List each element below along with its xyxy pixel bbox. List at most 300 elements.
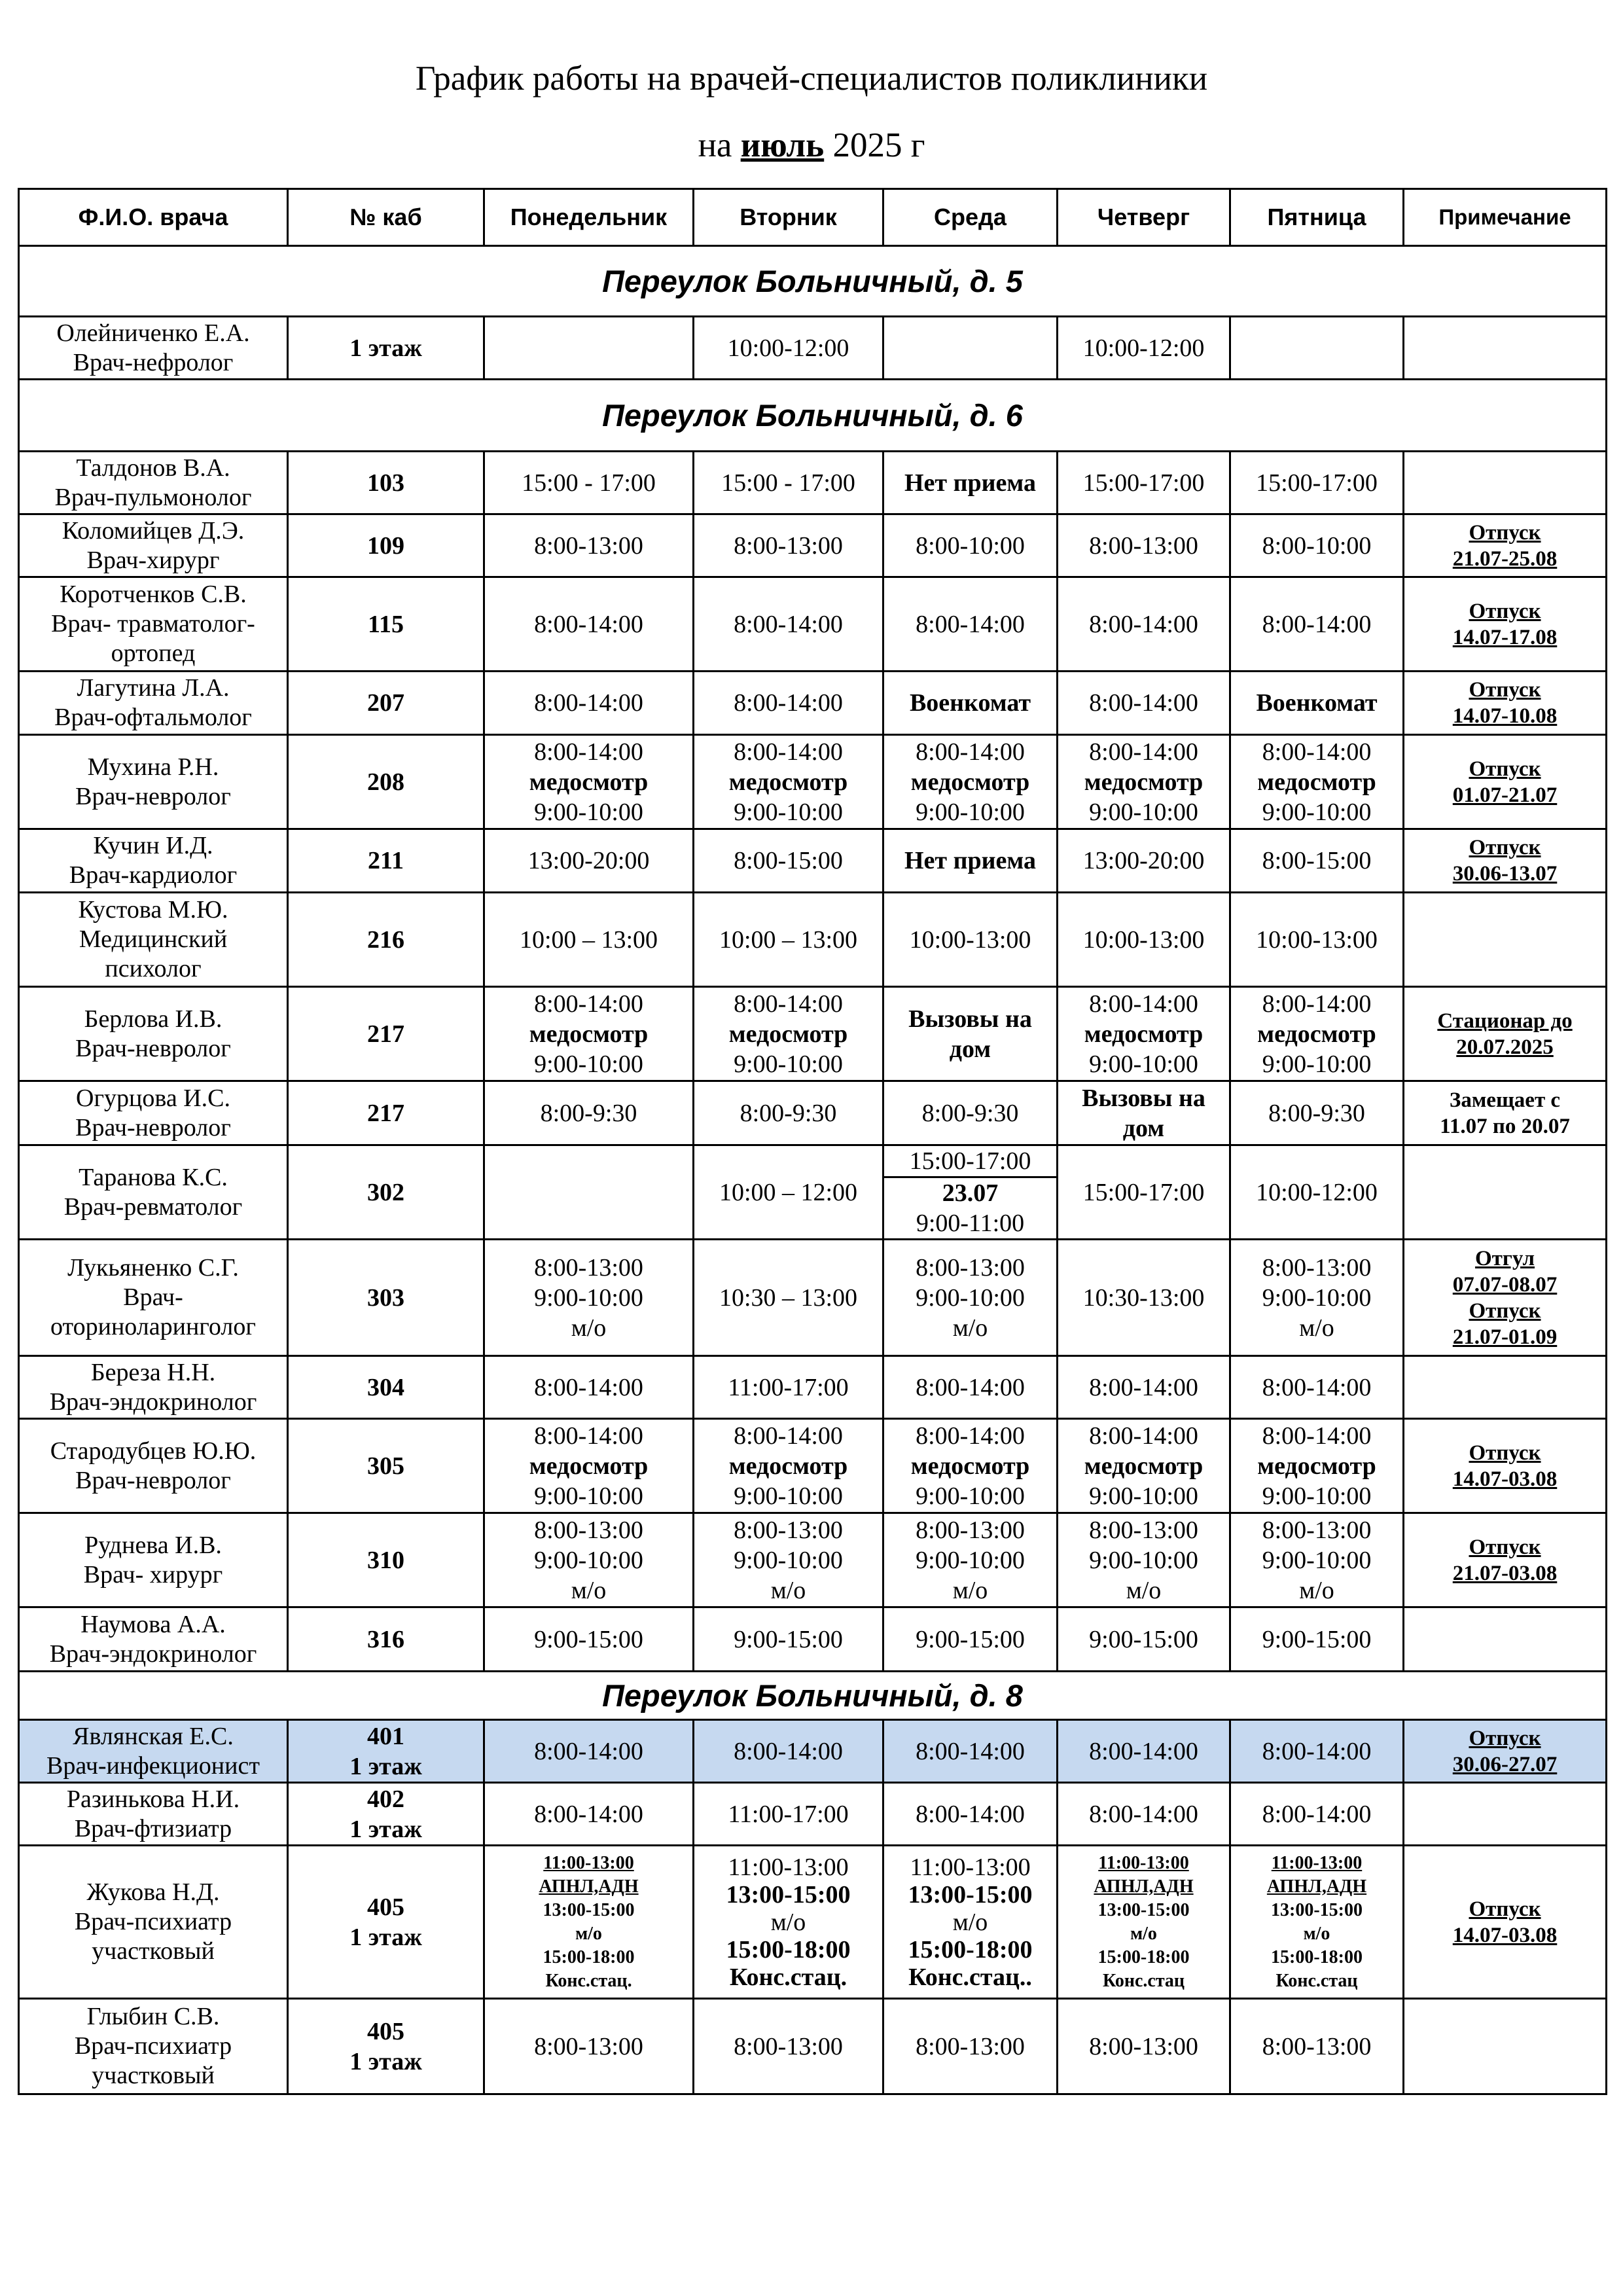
specialty-line: Врач-офтальмолог <box>54 704 252 731</box>
wednesday-cell: 8:00-13:00 <box>883 1999 1058 2094</box>
time-line: 11:00-13:00 <box>543 1852 634 1873</box>
friday-cell: 8:00-14:00 <box>1230 577 1404 672</box>
monday-cell: 8:00-13:00 <box>484 1999 694 2094</box>
specialty-line: участковый <box>92 1937 215 1965</box>
checkup-label: медосмотр <box>728 1020 848 1048</box>
note-line: Отпуск <box>1469 1897 1541 1921</box>
specialty-line: Врач-невролог <box>75 1034 231 1062</box>
note-line: Отпуск <box>1469 678 1541 702</box>
time-line: 8:00-13:00 <box>1089 1516 1198 1544</box>
monday-cell: 9:00-15:00 <box>484 1607 694 1672</box>
page-subtitle <box>0 124 1623 166</box>
friday-cell <box>1230 735 1404 829</box>
name-line: Мухина Р.Н. <box>87 753 219 781</box>
friday-cell: 10:00-12:00 <box>1230 1145 1404 1240</box>
tuesday-cell: 8:00-9:30 <box>694 1081 883 1145</box>
note-line: Отпуск <box>1469 1441 1541 1465</box>
time-line: 9:00-11:00 <box>916 1210 1025 1237</box>
note-cell <box>1404 735 1607 829</box>
checkup-label: медосмотр <box>1257 1020 1376 1048</box>
note-cell <box>1404 1999 1607 2094</box>
doctor-name <box>19 1783 288 1846</box>
note-cell <box>1404 1240 1607 1356</box>
specialty-line: Врач-кардиолог <box>69 861 238 889</box>
checkup-label: медосмотр <box>910 1452 1030 1480</box>
name-line: Коломийцев Д.Э. <box>62 516 245 545</box>
time-line: 15:00-18:00 <box>1271 1946 1363 1967</box>
checkup-label: медосмотр <box>728 768 848 796</box>
section-row <box>19 246 1607 317</box>
floor-label: 1 этаж <box>349 1815 422 1843</box>
name-line: Наумова А.А. <box>80 1610 226 1638</box>
service-line: Конс.стац <box>1102 1970 1185 1991</box>
time-line: 8:00-14:00 <box>1089 990 1198 1018</box>
note-cell <box>1404 1081 1607 1145</box>
room-cell: 303 <box>288 1240 484 1356</box>
doctor-name <box>19 514 288 577</box>
time-line: 9:00-10:00 <box>734 1050 843 1078</box>
checkup-abbr: м/о <box>1130 1923 1157 1944</box>
specialty-line: Врач-невролог <box>75 1466 231 1494</box>
note-line: Отгул <box>1474 1246 1535 1270</box>
note-line: Отпуск <box>1469 599 1541 623</box>
time-line: 8:00-13:00 <box>916 1253 1025 1282</box>
tuesday-cell: 10:00 – 12:00 <box>694 1145 883 1240</box>
note-line: 21.07-01.09 <box>1452 1325 1558 1349</box>
wednesday-cell: 8:00-14:00 <box>883 1356 1058 1419</box>
friday-cell: 8:00-15:00 <box>1230 829 1404 893</box>
table-row <box>19 577 1607 672</box>
friday-cell <box>1230 1846 1404 1999</box>
note-line: 11.07 по 20.07 <box>1440 1114 1570 1138</box>
tuesday-cell <box>694 987 883 1081</box>
time-line: 11:00-13:00 <box>910 1853 1031 1881</box>
header-note: Примечание <box>1404 189 1607 246</box>
checkup-label: медосмотр <box>529 1452 649 1480</box>
time-line: 11:00-13:00 <box>1271 1852 1363 1873</box>
service-line: Конс.стац.. <box>908 1963 1032 1991</box>
time-line: 8:00-13:00 <box>534 1516 643 1544</box>
time-line: 15:00-18:00 <box>543 1946 635 1967</box>
monday-cell <box>484 1419 694 1513</box>
table-row <box>19 1999 1607 2094</box>
time-line: 9:00-10:00 <box>734 1482 843 1510</box>
time-line: 8:00-14:00 <box>916 738 1025 766</box>
thursday-cell: 8:00-14:00 <box>1058 1783 1230 1846</box>
monday-cell: 8:00-9:30 <box>484 1081 694 1145</box>
friday-cell: 8:00-13:00 <box>1230 1999 1404 2094</box>
wednesday-cell: 9:00-15:00 <box>883 1607 1058 1672</box>
room-cell: 115 <box>288 577 484 672</box>
time-line: 13:00-15:00 <box>1097 1899 1190 1920</box>
name-line: Берлова И.В. <box>84 1005 223 1033</box>
wednesday-cell: 8:00-14:00 <box>883 1720 1058 1783</box>
note-cell <box>1404 1419 1607 1513</box>
note-cell <box>1404 1783 1607 1846</box>
time-line: 9:00-10:00 <box>1089 1050 1198 1078</box>
specialty-line: Врач-инфекционист <box>46 1751 260 1780</box>
doctor-name <box>19 1720 288 1783</box>
wednesday-cell: 8:00-10:00 <box>883 514 1058 577</box>
doctor-name <box>19 1240 288 1356</box>
note-line: Стационар до <box>1437 1009 1573 1033</box>
specialty-line: психолог <box>105 955 202 982</box>
doctor-name <box>19 1419 288 1513</box>
table-row <box>19 1783 1607 1846</box>
friday-cell <box>1230 317 1404 380</box>
specialty-line: Врач-невролог <box>75 1113 231 1141</box>
tuesday-cell: 11:00-17:00 <box>694 1783 883 1846</box>
name-line: Береза Н.Н. <box>90 1358 216 1386</box>
doctor-name <box>19 1081 288 1145</box>
service-line: АПНЛ,АДН <box>1094 1876 1194 1897</box>
time-line: 8:00-14:00 <box>534 738 643 766</box>
service-line: Конс.стац. <box>545 1970 632 1991</box>
note-line: Отпуск <box>1469 1535 1541 1559</box>
checkup-abbr: м/о <box>571 1576 607 1604</box>
section-row <box>19 1672 1607 1720</box>
table-row <box>19 514 1607 577</box>
time-line: 8:00-14:00 <box>1089 738 1198 766</box>
schedule-table <box>18 188 1607 2095</box>
time-line: 15:00-18:00 <box>726 1935 851 1964</box>
time-line: 8:00-14:00 <box>734 1422 843 1450</box>
time-line: 8:00-14:00 <box>1262 990 1372 1018</box>
thursday-cell: 10:00-13:00 <box>1058 893 1230 987</box>
room-cell: 305 <box>288 1419 484 1513</box>
checkup-abbr: м/о <box>1299 1314 1334 1342</box>
table-row <box>19 987 1607 1081</box>
specialty-line: Врач-ревматолог <box>63 1193 243 1221</box>
room-cell: 211 <box>288 829 484 893</box>
section-title: Переулок Больничный, д. 8 <box>19 1672 1607 1720</box>
thursday-cell: 8:00-14:00 <box>1058 1356 1230 1419</box>
header-name: Ф.И.О. врача <box>19 189 288 246</box>
monday-cell: 15:00 - 17:00 <box>484 452 694 514</box>
time-line: 9:00-10:00 <box>1089 1482 1198 1510</box>
floor-label: 1 этаж <box>349 1752 422 1780</box>
checkup-abbr: м/о <box>1299 1576 1334 1604</box>
tuesday-cell: 8:00-14:00 <box>694 672 883 735</box>
service-line: АПНЛ,АДН <box>539 1876 639 1897</box>
room-number: 401 <box>367 1722 404 1750</box>
monday-cell: 8:00-14:00 <box>484 1356 694 1419</box>
friday-cell: 8:00-14:00 <box>1230 1783 1404 1846</box>
checkup-abbr: м/о <box>952 1314 988 1342</box>
wednesday-cell <box>883 1419 1058 1513</box>
table-row <box>19 893 1607 987</box>
name-line: Кустова М.Ю. <box>78 896 228 924</box>
room-cell <box>288 1999 484 2094</box>
time-line: 8:00-13:00 <box>1262 1516 1372 1544</box>
thursday-cell <box>1058 1513 1230 1607</box>
time-line: 9:00-10:00 <box>534 1482 643 1510</box>
table-row <box>19 1356 1607 1419</box>
monday-cell: 8:00-14:00 <box>484 672 694 735</box>
specialty-line: ортопед <box>111 639 196 667</box>
thursday-cell <box>1058 987 1230 1081</box>
tuesday-cell: 8:00-13:00 <box>694 1999 883 2094</box>
thursday-cell <box>1058 735 1230 829</box>
header-tuesday: Вторник <box>694 189 883 246</box>
name-line: Талдонов В.А. <box>76 454 230 482</box>
room-cell <box>288 1720 484 1783</box>
friday-cell: 8:00-9:30 <box>1230 1081 1404 1145</box>
monday-cell <box>484 317 694 380</box>
table-row <box>19 1419 1607 1513</box>
note-line: Отпуск <box>1469 836 1541 859</box>
floor-label: 1 этаж <box>349 1923 422 1951</box>
section-title: Переулок Больничный, д. 5 <box>19 246 1607 317</box>
friday-cell: 9:00-15:00 <box>1230 1607 1404 1672</box>
doctor-name <box>19 829 288 893</box>
date-line: 23.07 <box>942 1179 999 1207</box>
doctor-name <box>19 1846 288 1999</box>
time-line: 8:00-14:00 <box>734 990 843 1018</box>
tuesday-cell <box>694 1513 883 1607</box>
time-line: 8:00-13:00 <box>534 1253 643 1282</box>
room-number: 405 <box>367 2017 404 2045</box>
table-row <box>19 735 1607 829</box>
time-line: 9:00-10:00 <box>1262 1283 1372 1312</box>
time-line: 9:00-10:00 <box>534 1050 643 1078</box>
note-cell <box>1404 829 1607 893</box>
room-cell <box>288 1846 484 1999</box>
wednesday-cell: Нет приема <box>883 829 1058 893</box>
thursday-cell <box>1058 1419 1230 1513</box>
note-line: 21.07-03.08 <box>1452 1561 1558 1585</box>
tuesday-cell <box>694 1419 883 1513</box>
header-monday: Понедельник <box>484 189 694 246</box>
checkup-abbr: м/о <box>770 1576 806 1604</box>
wednesday-cell: 8:00-9:30 <box>883 1081 1058 1145</box>
wednesday-cell <box>883 1240 1058 1356</box>
doctor-name <box>19 577 288 672</box>
table-row <box>19 672 1607 735</box>
thursday-cell: 15:00-17:00 <box>1058 452 1230 514</box>
checkup-label: медосмотр <box>529 1020 649 1048</box>
monday-cell <box>484 1513 694 1607</box>
room-cell: 208 <box>288 735 484 829</box>
wednesday-cell <box>883 1846 1058 1999</box>
time-line: 9:00-10:00 <box>916 1283 1025 1312</box>
note-line: 14.07-03.08 <box>1452 1923 1558 1947</box>
table-row <box>19 1081 1607 1145</box>
time-line: 9:00-10:00 <box>534 798 643 826</box>
section-title: Переулок Больничный, д. 6 <box>19 380 1607 452</box>
room-cell: 217 <box>288 1081 484 1145</box>
title-suffix: 2025 г <box>832 126 925 164</box>
time-line: 13:00-15:00 <box>726 1880 851 1909</box>
note-line: 21.07-25.08 <box>1452 547 1558 571</box>
name-line: Лукьяненко С.Г. <box>67 1254 239 1282</box>
tuesday-cell: 15:00 - 17:00 <box>694 452 883 514</box>
room-cell: 316 <box>288 1607 484 1672</box>
name-line: Являнская Е.С. <box>73 1722 234 1750</box>
time-line: 8:00-14:00 <box>534 990 643 1018</box>
header-thursday: Четверг <box>1058 189 1230 246</box>
specialty-line: Врач- <box>123 1283 183 1311</box>
time-line: 9:00-10:00 <box>534 1546 643 1574</box>
friday-cell <box>1230 987 1404 1081</box>
note-cell <box>1404 893 1607 987</box>
thursday-cell: 8:00-14:00 <box>1058 577 1230 672</box>
monday-cell: 13:00-20:00 <box>484 829 694 893</box>
thursday-cell: 13:00-20:00 <box>1058 829 1230 893</box>
header-friday: Пятница <box>1230 189 1404 246</box>
table-row <box>19 317 1607 380</box>
monday-cell: 10:00 – 13:00 <box>484 893 694 987</box>
table-row <box>19 1145 1607 1240</box>
room-cell: 109 <box>288 514 484 577</box>
wednesday-cell: Военкомат <box>883 672 1058 735</box>
time-line: 9:00-10:00 <box>916 1546 1025 1574</box>
wednesday-cell <box>883 1145 1058 1240</box>
checkup-label: медосмотр <box>1084 768 1204 796</box>
name-line: Жукова Н.Д. <box>86 1878 220 1906</box>
friday-cell: 8:00-10:00 <box>1230 514 1404 577</box>
time-line: 15:00-18:00 <box>908 1935 1033 1964</box>
time-line: 15:00-18:00 <box>1097 1946 1190 1967</box>
doctor-name <box>19 1999 288 2094</box>
time-line: 8:00-14:00 <box>1262 1422 1372 1450</box>
specialty-line: Врач- травматолог- <box>51 610 255 637</box>
section-row <box>19 380 1607 452</box>
time-line: 15:00-17:00 <box>884 1146 1056 1178</box>
name-line: Коротченков С.В. <box>60 581 247 608</box>
home-visit-line: Вызовы на <box>1082 1084 1205 1112</box>
service-line: Конс.стац. <box>729 1963 847 1991</box>
name-line: Огурцова И.С. <box>76 1084 230 1112</box>
checkup-abbr: м/о <box>575 1923 602 1944</box>
room-cell: 310 <box>288 1513 484 1607</box>
floor-label: 1 этаж <box>349 2047 422 2075</box>
specialty-line: Врач-психиатр <box>74 1908 232 1935</box>
tuesday-cell: 8:00-14:00 <box>694 577 883 672</box>
note-cell <box>1404 317 1607 380</box>
wednesday-cell: 8:00-14:00 <box>883 577 1058 672</box>
tuesday-cell: 8:00-14:00 <box>694 1720 883 1783</box>
thursday-cell: 10:30-13:00 <box>1058 1240 1230 1356</box>
room-cell: 1 этаж <box>288 317 484 380</box>
checkup-label: медосмотр <box>529 768 649 796</box>
doctor-name <box>19 1607 288 1672</box>
doctor-name <box>19 893 288 987</box>
service-line: Конс.стац <box>1275 1970 1358 1991</box>
time-line: 9:00-10:00 <box>734 1546 843 1574</box>
note-cell <box>1404 1145 1607 1240</box>
note-line: Замещает с <box>1449 1088 1561 1112</box>
monday-cell: 8:00-14:00 <box>484 577 694 672</box>
note-cell <box>1404 452 1607 514</box>
time-line: 9:00-10:00 <box>734 798 843 826</box>
specialty-line: Врач-пульмонолог <box>54 483 252 511</box>
note-cell <box>1404 1607 1607 1672</box>
page-title: График работы на врачей-специалистов поликлиники <box>415 60 1208 98</box>
specialty-line: оториноларинголог <box>50 1313 256 1340</box>
wednesday-cell <box>883 317 1058 380</box>
checkup-abbr: м/о <box>1303 1923 1330 1944</box>
time-line: 8:00-13:00 <box>916 1516 1025 1544</box>
doctor-name <box>19 1513 288 1607</box>
time-line: 9:00-10:00 <box>1262 1546 1372 1574</box>
thursday-cell: 8:00-14:00 <box>1058 672 1230 735</box>
room-cell: 302 <box>288 1145 484 1240</box>
specialty-line: Врач-невролог <box>75 782 231 810</box>
table-row <box>19 1720 1607 1783</box>
friday-cell: 15:00-17:00 <box>1230 452 1404 514</box>
room-cell: 103 <box>288 452 484 514</box>
specialty-line: Медицинский <box>79 925 228 953</box>
note-line: 20.07.2025 <box>1456 1035 1554 1059</box>
note-cell <box>1404 1513 1607 1607</box>
monday-cell: 8:00-13:00 <box>484 514 694 577</box>
note-line: Отпуск <box>1469 1299 1541 1323</box>
tuesday-cell <box>694 1846 883 1999</box>
home-visit-line: дом <box>1122 1114 1165 1142</box>
friday-cell <box>1230 1419 1404 1513</box>
home-visit-line: дом <box>949 1035 991 1063</box>
checkup-abbr: м/о <box>952 1908 988 1936</box>
time-line: 8:00-14:00 <box>534 1422 643 1450</box>
tuesday-cell: 10:00-12:00 <box>694 317 883 380</box>
name-line: Руднева И.В. <box>84 1531 222 1559</box>
thursday-cell: 15:00-17:00 <box>1058 1145 1230 1240</box>
room-cell: 304 <box>288 1356 484 1419</box>
wednesday-cell <box>883 1513 1058 1607</box>
note-cell <box>1404 577 1607 672</box>
time-line: 13:00-15:00 <box>1271 1899 1363 1920</box>
friday-cell <box>1230 1240 1404 1356</box>
time-line: 9:00-10:00 <box>1089 1546 1198 1574</box>
room-cell: 217 <box>288 987 484 1081</box>
checkup-label: медосмотр <box>910 768 1030 796</box>
time-line: 9:00-10:00 <box>1262 1482 1372 1510</box>
table-row <box>19 452 1607 514</box>
name-line: Глыбин С.В. <box>86 2003 220 2030</box>
header-row <box>19 189 1607 246</box>
tuesday-cell <box>694 735 883 829</box>
wednesday-cell <box>883 987 1058 1081</box>
time-line: 13:00-15:00 <box>543 1899 635 1920</box>
specialty-line: Врач-психиатр <box>74 2032 232 2060</box>
doctor-name <box>19 672 288 735</box>
monday-cell <box>484 1240 694 1356</box>
time-line: 9:00-10:00 <box>1262 1050 1372 1078</box>
checkup-abbr: м/о <box>1126 1576 1162 1604</box>
name-line: Таранова К.С. <box>79 1163 228 1191</box>
name-line: Олейниченко Е.А. <box>56 319 250 347</box>
time-line: 8:00-13:00 <box>1262 1253 1372 1282</box>
note-cell <box>1404 1720 1607 1783</box>
name-line: Кучин И.Д. <box>93 832 213 859</box>
title-prefix: на <box>698 126 732 164</box>
room-cell <box>288 1783 484 1846</box>
doctor-name <box>19 735 288 829</box>
note-cell <box>1404 514 1607 577</box>
room-number: 405 <box>367 1893 404 1921</box>
note-line: 07.07-08.07 <box>1452 1272 1558 1297</box>
monday-cell <box>484 1846 694 1999</box>
specialty-line: Врач-эндокринолог <box>49 1640 257 1668</box>
table-row <box>19 1513 1607 1607</box>
tuesday-cell: 11:00-17:00 <box>694 1356 883 1419</box>
wednesday-cell <box>883 735 1058 829</box>
checkup-label: медосмотр <box>728 1452 848 1480</box>
thursday-cell: 8:00-14:00 <box>1058 1720 1230 1783</box>
note-line: 30.06-13.07 <box>1452 862 1558 886</box>
monday-cell <box>484 735 694 829</box>
